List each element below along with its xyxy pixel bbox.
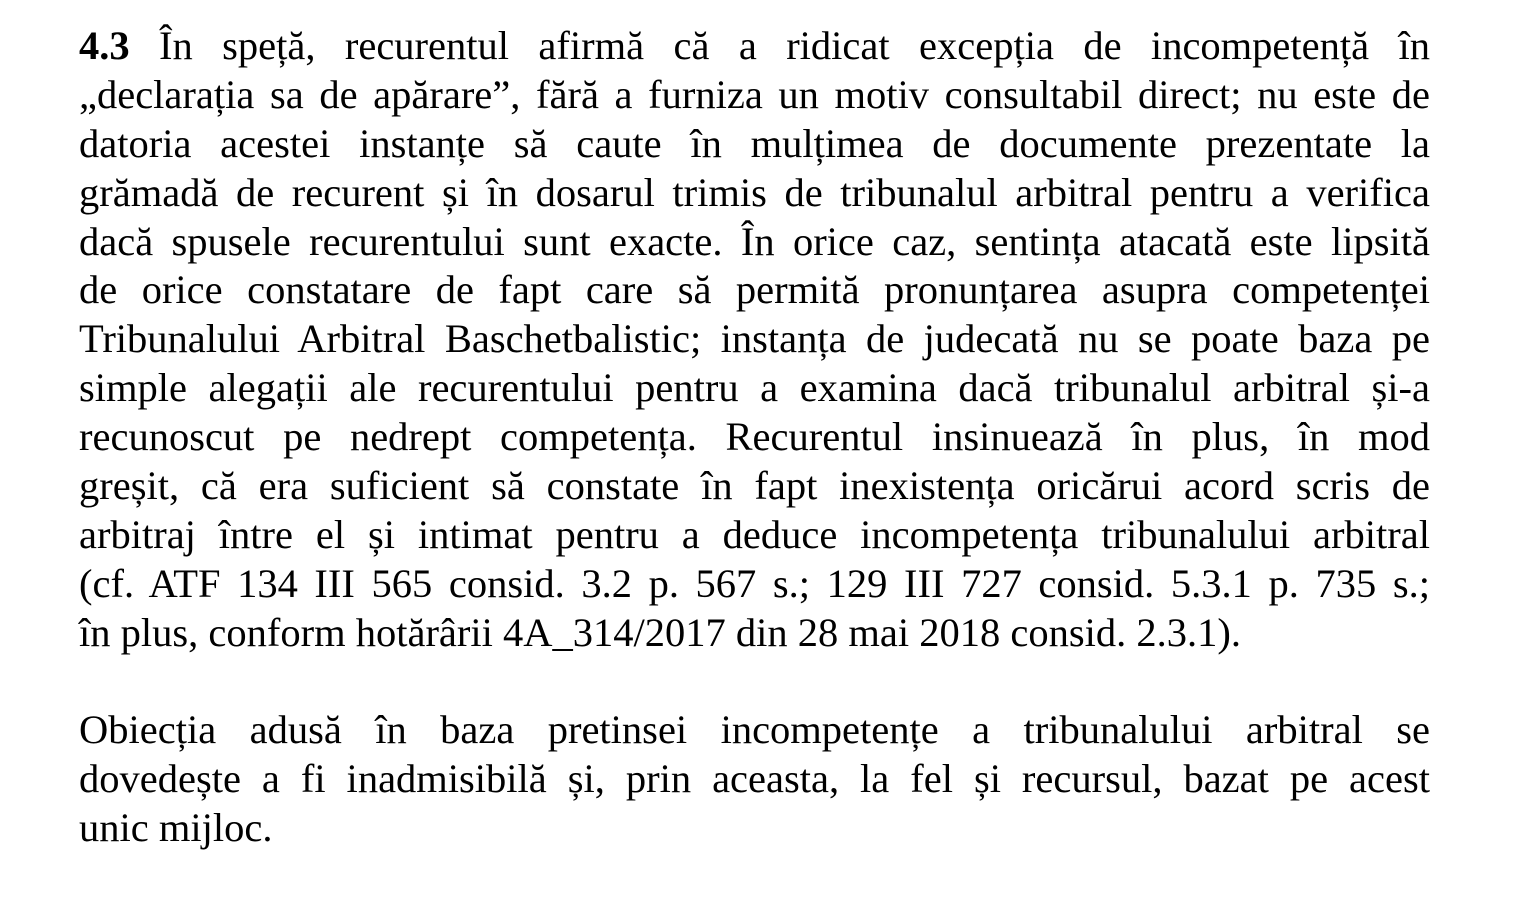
text-line: grămadă de recurent și în dosarul trimis de tribunalul arbitral pentru a verifica (79, 169, 1430, 215)
text-line: dovedește a fi inadmisibilă și, prin aceasta, la fel și recursul, bazat pe acest (79, 756, 1430, 802)
text-line-content: În speță, recurentul afirmă că a ridicat excepția de incompetență în (159, 23, 1430, 68)
text-line: (cf. ATF 134 III 565 consid. 3.2 p. 567 s.; 129 III 727 consid. 5.3.1 p. 735 s.; (79, 560, 1430, 606)
text-line: de orice constatare de fapt care să permită pronunțarea asupra competenței (79, 267, 1430, 313)
paragraph-conclusion (79, 706, 1430, 853)
document-page (79, 22, 1430, 853)
text-line: greșit, că era suficient să constate în fapt inexistența oricărui acord scris de (79, 463, 1430, 509)
text-line: arbitraj între el și intimat pentru a deduce incompetența tribunalului arbitral (79, 511, 1430, 557)
paragraph-section-4-3 (79, 22, 1430, 658)
text-line (79, 22, 1430, 71)
text-line: simple alegații ale recurentului pentru a examina dacă tribunalul arbitral și-a (79, 365, 1430, 411)
section-number: 4.3 (79, 23, 130, 68)
text-line: „declarația sa de apărare”, fără a furniza un motiv consultabil direct; nu este de (79, 71, 1430, 117)
paragraph-spacer (79, 658, 1430, 707)
text-line: Tribunalului Arbitral Baschetbalistic; instanța de judecată nu se poate baza pe (79, 316, 1430, 362)
text-line: recunoscut pe nedrept competența. Recurentul insinuează în plus, în mod (79, 414, 1430, 460)
text-line: datoria acestei instanțe să caute în mulțimea de documente prezentate la (79, 120, 1430, 166)
text-line: unic mijloc. (79, 805, 273, 851)
text-line: în plus, conform hotărârii 4A_314/2017 din 28 mai 2018 consid. 2.3.1). (79, 609, 1241, 655)
text-line: dacă spusele recurentului sunt exacte. În orice caz, sentința atacată este lipsită (79, 218, 1430, 264)
text-line: Obiecția adusă în baza pretinsei incompetențe a tribunalului arbitral se (79, 707, 1430, 753)
